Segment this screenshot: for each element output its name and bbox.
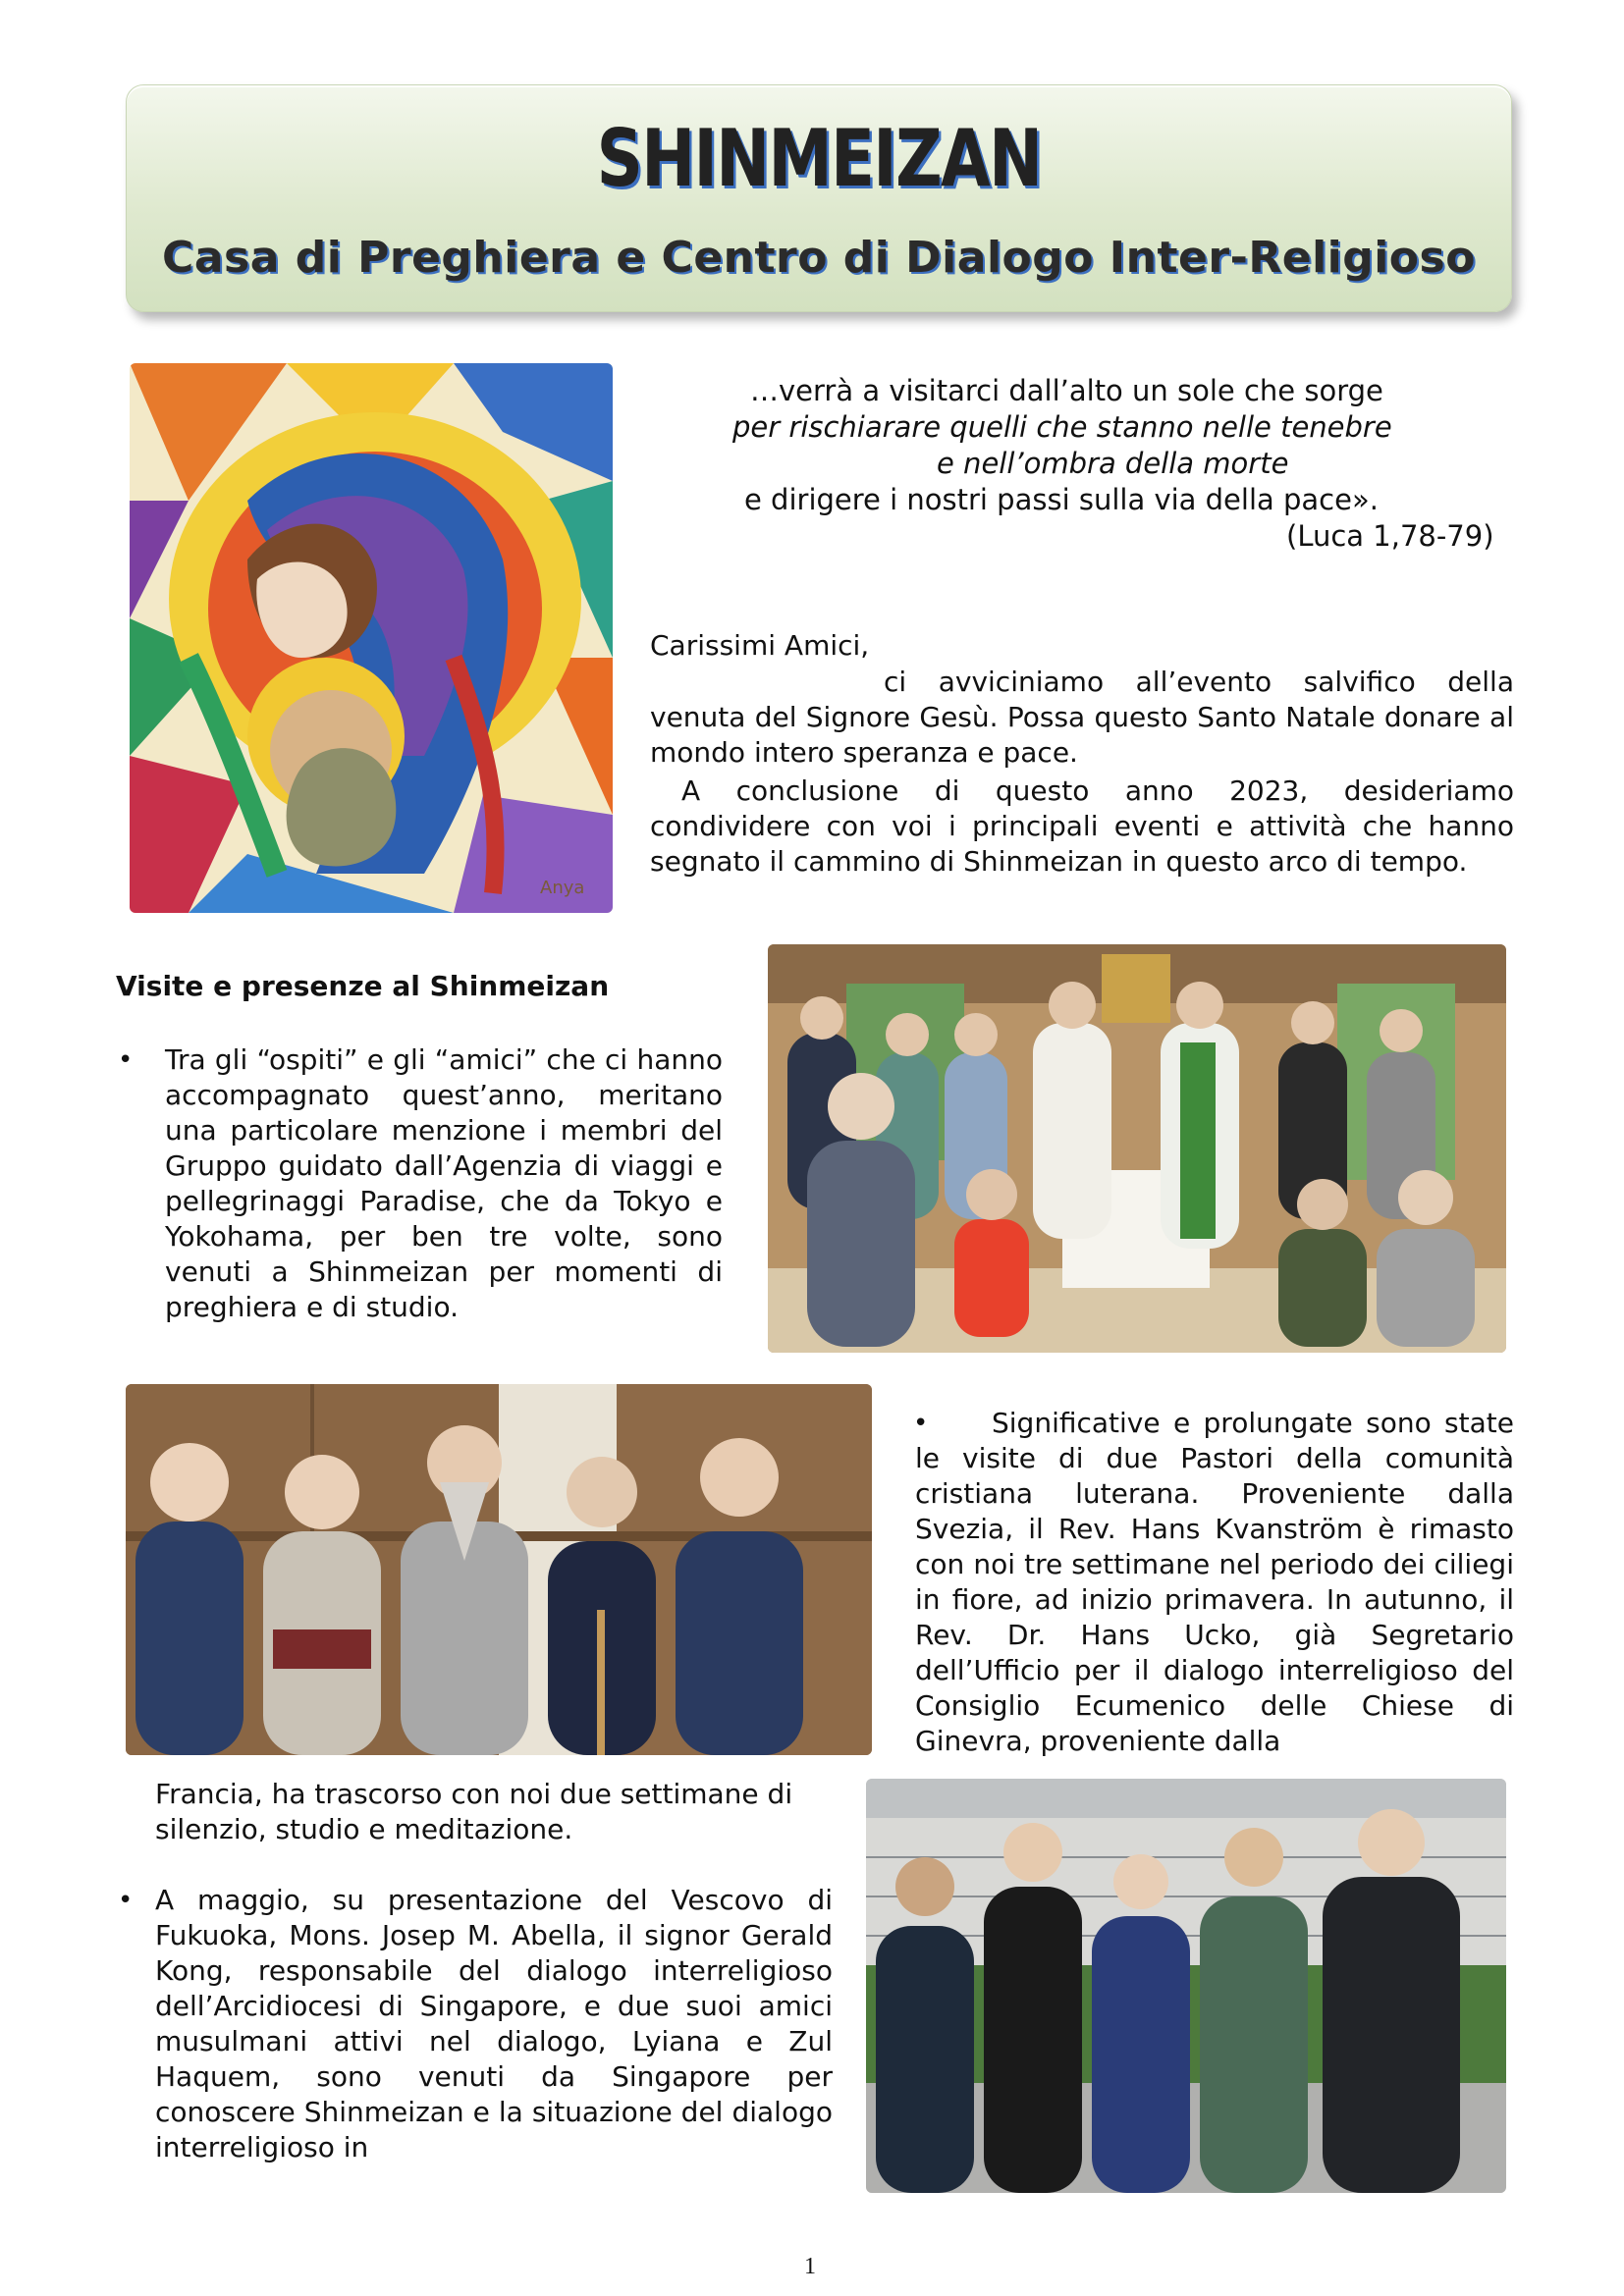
bullet-text-pastors: Significative e prolungate sono state le visite di due Pastori della comunità cristiana luterana. Proveniente dalla Svezia, il Rev. Hans Kvanström è rimasto con noi tre settimane nel periodo dei ciliegi in fiore, ad inizio primavera. In autunno, il Rev. Dr. Hans Ucko, già Segretario dell’Ufficio per il dialogo interreligioso del Consiglio Ecumenico delle Chiese di Ginevra, proveniente dalla: [915, 1407, 1514, 1757]
header-banner: [126, 84, 1512, 312]
bullet-marker: •: [118, 1045, 134, 1075]
artist-signature: Anya: [540, 878, 585, 898]
section-heading: Visite e presenze al Shinmeizan: [116, 970, 610, 1002]
quote-line-4: e dirigere i nostri passi sulla via della pace».: [744, 483, 1379, 516]
quote-line-1: …verrà a visitarci dall’alto un sole che sorge: [750, 374, 1383, 407]
bullet-text-singapore: A maggio, su presentazione del Vescovo di Fukuoka, Mons. Josep M. Abella, il signor Gerald Kong, responsabile del dialogo interreligioso dell’Arcidiocesi di Singapore, e due suoi amici musulmani attivi nel dialogo, Lyiana e Zul Haquem, sono venuti da Singapore per conoscere Shinmeizan e la situazione del dialogo interreligioso in: [155, 1884, 833, 2163]
letter-greeting: Carissimi Amici,: [650, 629, 870, 662]
bullet-text-pastors-continued: Francia, ha trascorso con noi due settimane di silenzio, studio e meditazione.: [155, 1778, 793, 1845]
bullet-marker: •: [913, 1409, 929, 1438]
letter-paragraph-2: A conclusione di questo anno 2023, desideriamo condividere con voi i principali eventi e attività che hanno segnato il cammino di Shinmeizan in questo arco di tempo.: [650, 774, 1514, 878]
quote-line-2: per rischiarare quelli che stanno nelle tenebre: [732, 410, 1392, 444]
group-photo-chapel: [768, 944, 1506, 1353]
madonna-painting: [130, 363, 613, 913]
page-number: 1: [804, 2254, 816, 2279]
group-photo-outdoor: [866, 1779, 1506, 2193]
quote-line-3: e nell’ombra della morte: [937, 447, 1289, 480]
group-photo-five-men: [126, 1384, 872, 1755]
quote-reference: (Luca 1,78-79): [1286, 519, 1494, 553]
page-subtitle: Casa di Preghiera e Centro di Dialogo Inter-Religioso: [162, 233, 1476, 283]
page-title: SHINMEIZAN: [596, 113, 1042, 204]
bullet-text-visitors: Tra gli “ospiti” e gli “amici” che ci hanno accompagnato quest’anno, meritano una particolare menzione i membri del Gruppo guidato dall’Agenzia di viaggi e pellegrinaggi Paradise, che da Tokyo e Yokohama, per ben tre volte, sono venuti a Shinmeizan per momenti di preghiera e di studio.: [165, 1043, 723, 1323]
bullet-marker: •: [118, 1886, 134, 1915]
letter-paragraph-1: ci avviciniamo all’evento salvifico della venuta del Signore Gesù. Possa questo Santo Natale donare al mondo intero speranza e pace.: [650, 666, 1514, 769]
